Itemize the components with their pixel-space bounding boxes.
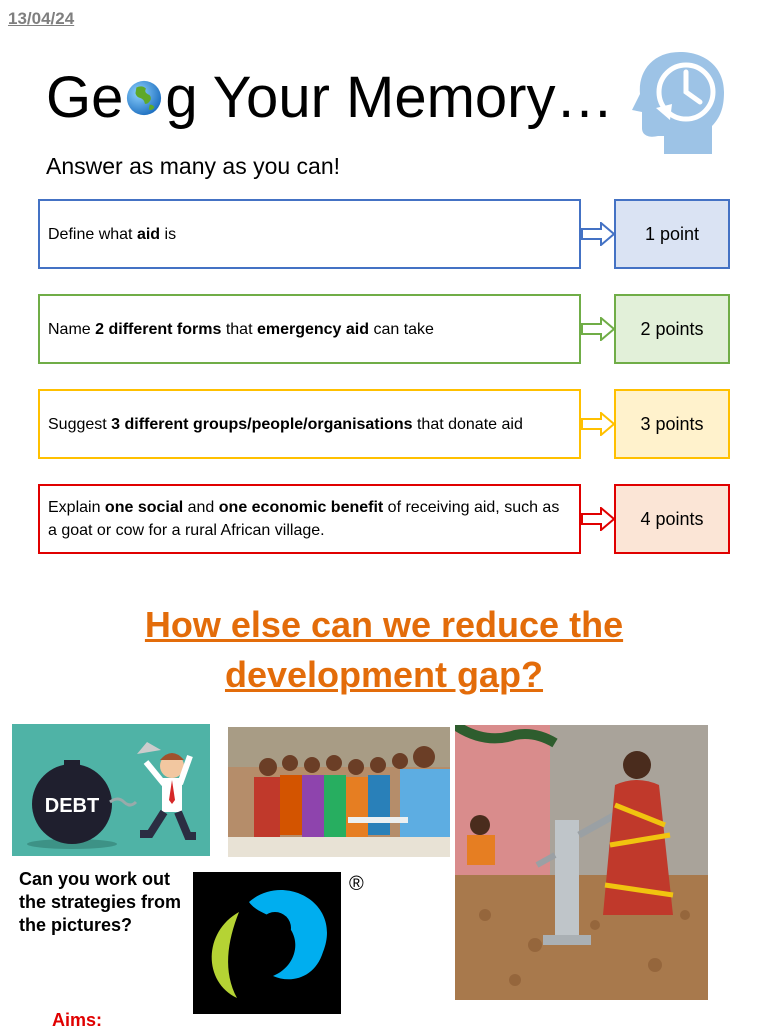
debt-relief-picture	[12, 724, 210, 856]
question-keyword: 3 different groups/people/organisations	[111, 415, 413, 433]
question-text-part: that	[221, 320, 257, 338]
section-heading	[0, 600, 768, 700]
title-part-2: g Your Memory…	[165, 65, 614, 130]
question-text-part: that donate aid	[412, 415, 523, 433]
question-text-part: can take	[369, 320, 434, 338]
question-text-part: Explain	[48, 499, 105, 516]
debt-label: DEBT	[44, 795, 100, 817]
question-text-part: of receiving aid, such as a goat or cow for a rural African village.	[48, 499, 560, 539]
question-text-part: Define what	[48, 225, 137, 243]
question-keyword: 2 different forms	[95, 320, 222, 338]
globe-icon	[125, 79, 163, 117]
hollow-arrow-right-icon	[581, 507, 615, 531]
question-text-part: Name	[48, 320, 96, 338]
question-text-part: Suggest	[48, 415, 112, 433]
aims-label: Aims:	[52, 1010, 103, 1030]
question-text	[48, 496, 571, 542]
question-keyword: aid	[136, 225, 161, 243]
registered-mark: ®	[349, 873, 364, 895]
hollow-arrow-right-icon	[581, 222, 615, 246]
question-box-4	[38, 484, 581, 554]
points-box-1: 1 point	[614, 199, 730, 269]
question-keyword: emergency aid	[256, 320, 370, 338]
section-heading-line-2: development gap?	[224, 654, 544, 695]
points-box-4: 4 points	[614, 484, 730, 554]
date: 13/04/24	[8, 9, 75, 28]
question-text-part: and	[183, 499, 219, 516]
microfinance-meeting-picture	[228, 727, 450, 857]
section-heading-line-1: How else can we reduce the	[144, 604, 624, 645]
title-part-1: Ge	[46, 65, 124, 130]
question-box-2	[38, 294, 581, 364]
hollow-arrow-right-icon	[581, 317, 615, 341]
question-text-part: is	[160, 225, 177, 243]
subtitle: Answer as many as you can!	[46, 153, 341, 179]
page-title	[46, 64, 613, 131]
points-box-2: 2 points	[614, 294, 730, 364]
hollow-arrow-right-icon	[581, 412, 615, 436]
points-box-3: 3 points	[614, 389, 730, 459]
question-text	[48, 413, 523, 436]
question-text	[48, 223, 176, 246]
question-box-3	[38, 389, 581, 459]
head-clock-icon	[630, 48, 726, 158]
fairtrade-logo	[193, 872, 341, 1014]
question-text	[48, 318, 434, 341]
question-box-1	[38, 199, 581, 269]
question-keyword: one economic benefit	[218, 499, 384, 516]
question-keyword: one social	[104, 499, 184, 516]
prompt-question: Can you work out the strategies from the pictures?	[19, 869, 182, 935]
water-pump-picture	[455, 725, 708, 1000]
